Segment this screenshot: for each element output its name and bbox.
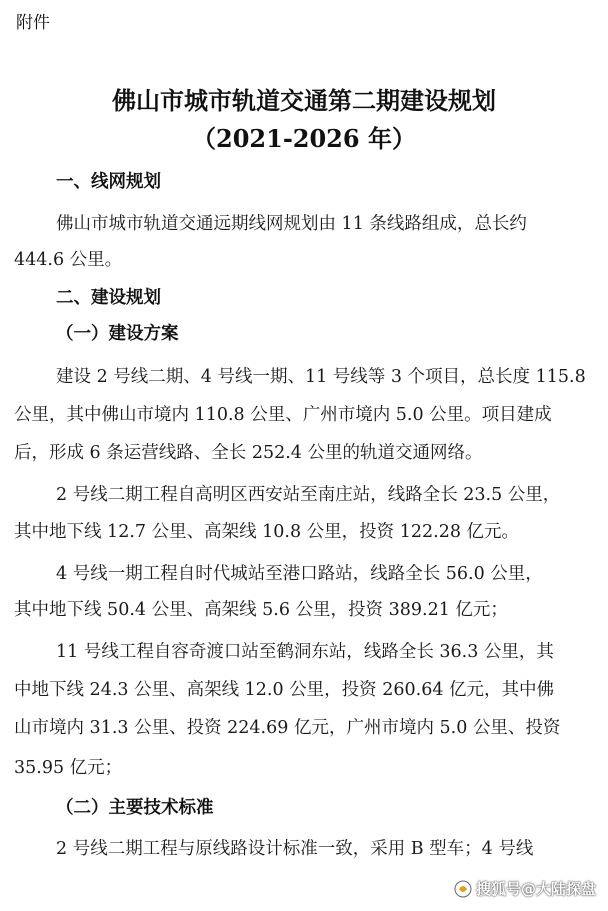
paragraph-line: 佛山市城市轨道交通远期线网规划由 11 条线路组成，总长约 [56,214,527,234]
paragraph-line: 2 号线二期工程自高明区西安站至南庄站，线路全长 23.5 公里， [56,485,561,505]
paragraph-line: 后，形成 6 条运营线路、全长 252.4 公里的轨道交通网络。 [14,443,483,463]
sohu-logo-icon [454,880,472,898]
paragraph-line: 2 号线二期工程与原线路设计标准一致，采用 B 型车；4 号线 [56,839,534,859]
document-subtitle: （2021-2026 年） [192,124,416,153]
paragraph-line: 4 号线一期工程自时代城站至港口路站，线路全长 56.0 公里， [56,564,543,584]
paragraph-line: 35.95 亿元； [14,758,123,778]
section-heading-network-planning: 一、线网规划 [56,172,161,192]
subheading-technical-standards [56,797,214,819]
paragraph-line: 11 号线工程自容奇渡口站至鹤洞东站，线路全长 36.3 公里，其 [56,642,554,662]
paragraph-line: 山市境内 31.3 公里、投资 224.69 亿元，广州市境内 5.0 公里、投资 [14,718,561,738]
section-heading-construction-planning: 二、建设规划 [56,288,161,308]
document-title: 佛山市城市轨道交通第二期建设规划 [112,86,496,115]
paragraph-line: 其中地下线 12.7 公里、高架线 10.8 公里，投资 122.28 亿元。 [14,522,520,542]
paragraph-line: 444.6 公里。 [14,250,123,270]
subheading-construction-scheme [56,323,179,345]
paragraph-line: 公里，其中佛山市境内 110.8 公里、广州市境内 5.0 公里。项目建成 [14,405,552,425]
watermark-text: 搜狐号@大陆探盘 [475,880,596,898]
sohu-watermark [450,876,600,901]
paragraph-line: 建设 2 号线二期、4 号线一期、11 号线等 3 个项目，总长度 115.8 [56,367,586,387]
paragraph-line: 其中地下线 50.4 公里、高架线 5.6 公里，投资 389.21 亿元； [14,600,508,620]
paragraph-line: 中地下线 24.3 公里、高架线 12.0 公里，投资 260.64 亿元，其中佛 [14,680,555,700]
subheading-text: （二）主要技术标准 [56,798,214,818]
attachment-label: 附件 [16,13,50,33]
subheading-text: （一）建设方案 [56,324,179,344]
